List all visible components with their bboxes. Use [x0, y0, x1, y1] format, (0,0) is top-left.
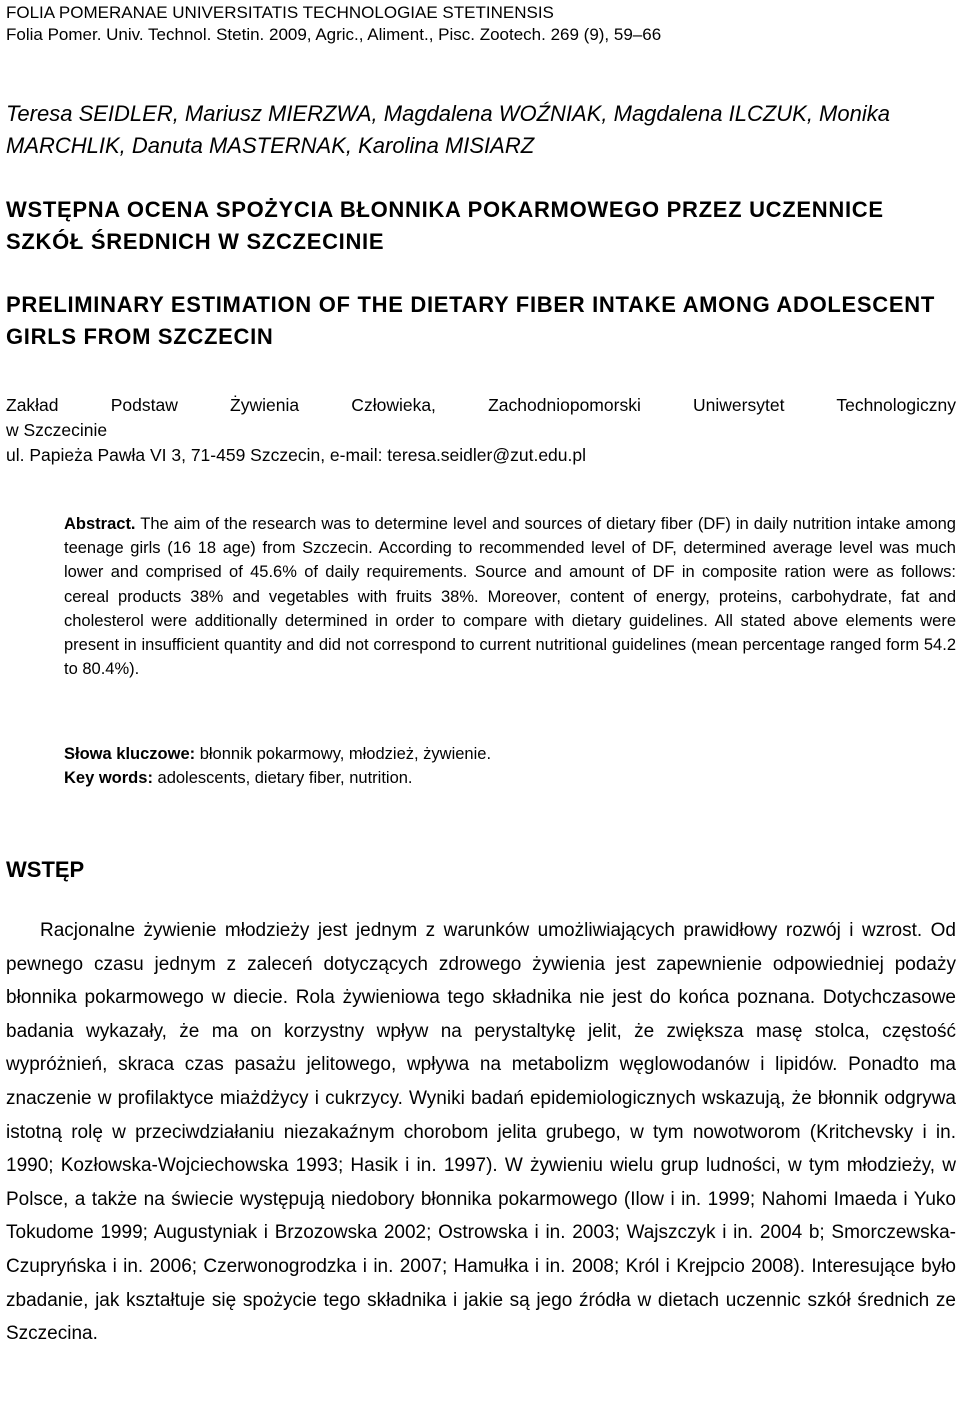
keywords-polish: [64, 742, 956, 766]
title-english: PRELIMINARY ESTIMATION OF THE DIETARY FIBER INTAKE AMONG ADOLESCENT GIRLS FROM SZCZECIN: [6, 292, 935, 349]
keywords-english: [64, 766, 956, 790]
journal-citation: Folia Pomer. Univ. Technol. Stetin. 2009, Agric., Aliment., Pisc. Zootech. 269 (9), 59–66: [6, 25, 662, 44]
affiliation-city: w Szczecinie: [6, 420, 108, 440]
keywords-english-text: adolescents, dietary fiber, nutrition.: [157, 769, 413, 787]
keywords-english-label: Key words:: [64, 769, 153, 787]
affiliation: [6, 393, 956, 468]
abstract-label: Abstract.: [64, 515, 136, 533]
section-heading: WSTĘP: [6, 857, 85, 882]
journal-header: [6, 2, 661, 46]
keywords: [64, 742, 956, 790]
title-polish: WSTĘPNA OCENA SPOŻYCIA BŁONNIKA POKARMOWEGO PRZEZ UCZENNICE SZKÓŁ ŚREDNICH W SZCZECINIE: [6, 197, 884, 254]
affiliation-address: ul. Papieża Pawła VI 3, 71-459 Szczecin, e-mail: teresa.seidler@zut.edu.pl: [6, 445, 587, 465]
abstract: [64, 512, 956, 681]
abstract-text: The aim of the research was to determine level and sources of dietary fiber (DF) in daily nutrition intake among teenage girls (16 18 age) from Szczecin. According to recommended level of DF, determined average level was much lower and comprised of 45.6% of daily requirements. Source and amount of DF in composite ration were as follows: cereal products 38% and vegetables with fruits 38%. Moreover, content of energy, proteins, carbohydrate, fat and cholesterol were additionally determined in order to compare with dietary guidelines. All stated above elements were present in insufficient quantity and did not correspond to current nutritional guidelines (mean percentage ranged form 54.2 to 80.4%).: [64, 515, 956, 679]
affiliation-institution: Zakład Podstaw Żywienia Człowieka, Zachodniopomorski Uniwersytet Technologiczny: [6, 395, 956, 415]
journal-name: FOLIA POMERANAE UNIVERSITATIS TECHNOLOGIAE STETINENSIS: [6, 3, 554, 22]
keywords-polish-text: błonnik pokarmowy, młodzież, żywienie.: [199, 745, 492, 763]
keywords-polish-label: Słowa kluczowe:: [64, 745, 196, 763]
section-paragraph: Racjonalne żywienie młodzieży jest jednym z warunków umożliwiających prawidłowy rozwój i wzrost. Od pewnego czasu jednym z zaleceń dotyczących zdrowego żywienia jest zapewnienie odpowiedniej podaży błonnika pokarmowego w diecie. Rola żywieniowa tego składnika nie jest do końca poznana. Dotychczasowe badania wykazały, że ma on korzystny wpływ na perystaltykę jelit, że zwiększa masę stolca, częstość wypróżnień, skraca czas pasażu jelitowego, wpływa na metabolizm węglowodanów i lipidów. Ponadto ma znaczenie w profilaktyce miażdżycy i cukrzycy. Wyniki badań epidemiologicznych wskazują, że błonnik odgrywa istotną rolę w przeciwdziałaniu niezakaźnym chorobom jelita grubego, w tym nowotworom (Kritchevsky i in. 1990; Kozłowska-Wojciechowska 1993; Hasik i in. 1997). W żywieniu wielu grup ludności, w tym młodzieży, w Polsce, a także na świecie występują niedobory błonnika pokarmowego (Ilow i in. 1999; Nahomi Imaeda i Yuko Tokudome 1999; Augustyniak i Brzozowska 2002; Ostrowska i in. 2003; Wajszczyk i in. 2004 b; Smorczewska-Czupryńska i in. 2006; Czerwonogrodzka i in. 2007; Hamułka i in. 2008; Król i Krejpcio 2008). Interesujące było zbadanie, jak kształtuje się spożycie tego składnika i jakie są jego źródła w dietach uczennic szkół średnich ze Szczecina.: [6, 920, 956, 1345]
author-list: Teresa SEIDLER, Mariusz MIERZWA, Magdalena WOŹNIAK, Magdalena ILCZUK, Monika MARCHLIK, Danuta MASTERNAK, Karolina MISIARZ: [6, 101, 890, 158]
